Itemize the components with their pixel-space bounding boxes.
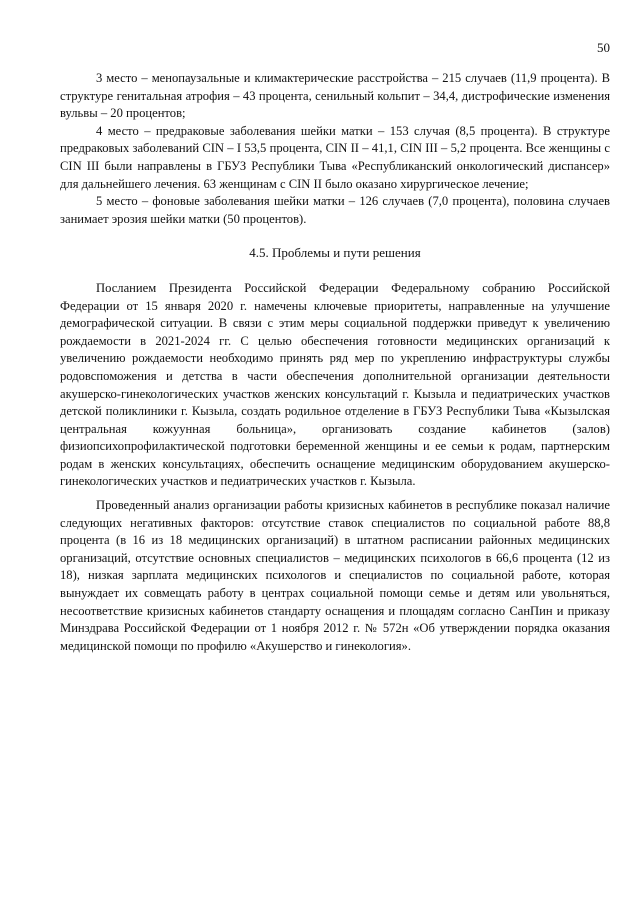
paragraph-rank-3: 3 место – менопаузальные и климактерические расстройства – 215 случаев (11,9 процента). В структуре генитальная атрофия – 43 процента, сенильный кольпит – 34,4, дистрофические изменения вульвы – 20 процентов; xyxy=(60,71,610,121)
page-number: 50 xyxy=(597,40,610,55)
section-heading: 4.5. Проблемы и пути решения xyxy=(249,245,421,261)
paragraph-rank-5: 5 место – фоновые заболевания шейки матки – 126 случаев (7,0 процента), половина случаев занимает эрозия шейки матки (50 процентов). xyxy=(60,194,610,226)
document-body xyxy=(60,70,610,655)
paragraph-presidential-address: Посланием Президента Российской Федерации Федеральному собранию Российской Федерации от 15 января 2020 г. намечены ключевые приоритеты, направленные на улучшение демографической ситуации. В связи с этим меры социальной поддержки приведут к увеличению рождаемости в 2021-2024 гг. С целью обеспечения готовности медицинских организаций к увеличению рождаемости необходимо принять ряд мер по укреплению инфраструктуры службы родовспоможения и детства в части обеспечения дополнительной организации деятельности акушерско-гинекологических участков женских консультаций г. Кызыла и педиатрических участков детской поликлиники г. Кызыла, создать родильное отделение в ГБУЗ Республики Тыва «Кызылская центральная кожуунная больница», организовать создание кабинетов (залов) физиопсихопрофилактической подготовки беременной женщины и ее семьи к родам, партнерским родам в женских консультациях, обеспечить оснащение медицинским оборудованием акушерско-гинекологических участков и педиатрических участков г. Кызыла. xyxy=(60,280,610,489)
paragraph-rank-4: 4 место – предраковые заболевания шейки матки – 153 случая (8,5 процента). В структуре предраковых заболеваний CIN – I 53,5 процента, CIN II – 41,1, CIN III – 5,2 процента. Все женщины с CIN III были направлены в ГБУЗ Республики Тыва «Республиканский онкологический диспансер» для дальнейшего лечения. 63 женщинам с CIN II было оказано хирургическое лечение; xyxy=(60,123,610,191)
paragraph-crisis-offices-analysis: Проведенный анализ организации работы кризисных кабинетов в республике показал наличие следующих негативных факторов: отсутствие ставок специалистов по социальной работе 88,8 процента (в 16 из 18 медицинских организаций) в штатном расписании районных медицинских организаций, отсутствие основных специалистов – медицинских психологов в 66,6 процента (12 из 18), низкая зарплата медицинских психологов и специалистов по социальной работе, которая вынуждает их совмещать работу в центрах социальной помощи семье и детям или увольняться, несоответствие кризисных кабинетов стандарту оснащения и площадям согласно СанПин и приказу Минздрава Российской Федерации от 1 ноября 2012 г. № 572н «Об утверждении порядка оказания медицинской помощи по профилю «Акушерство и гинекология». xyxy=(60,498,610,653)
